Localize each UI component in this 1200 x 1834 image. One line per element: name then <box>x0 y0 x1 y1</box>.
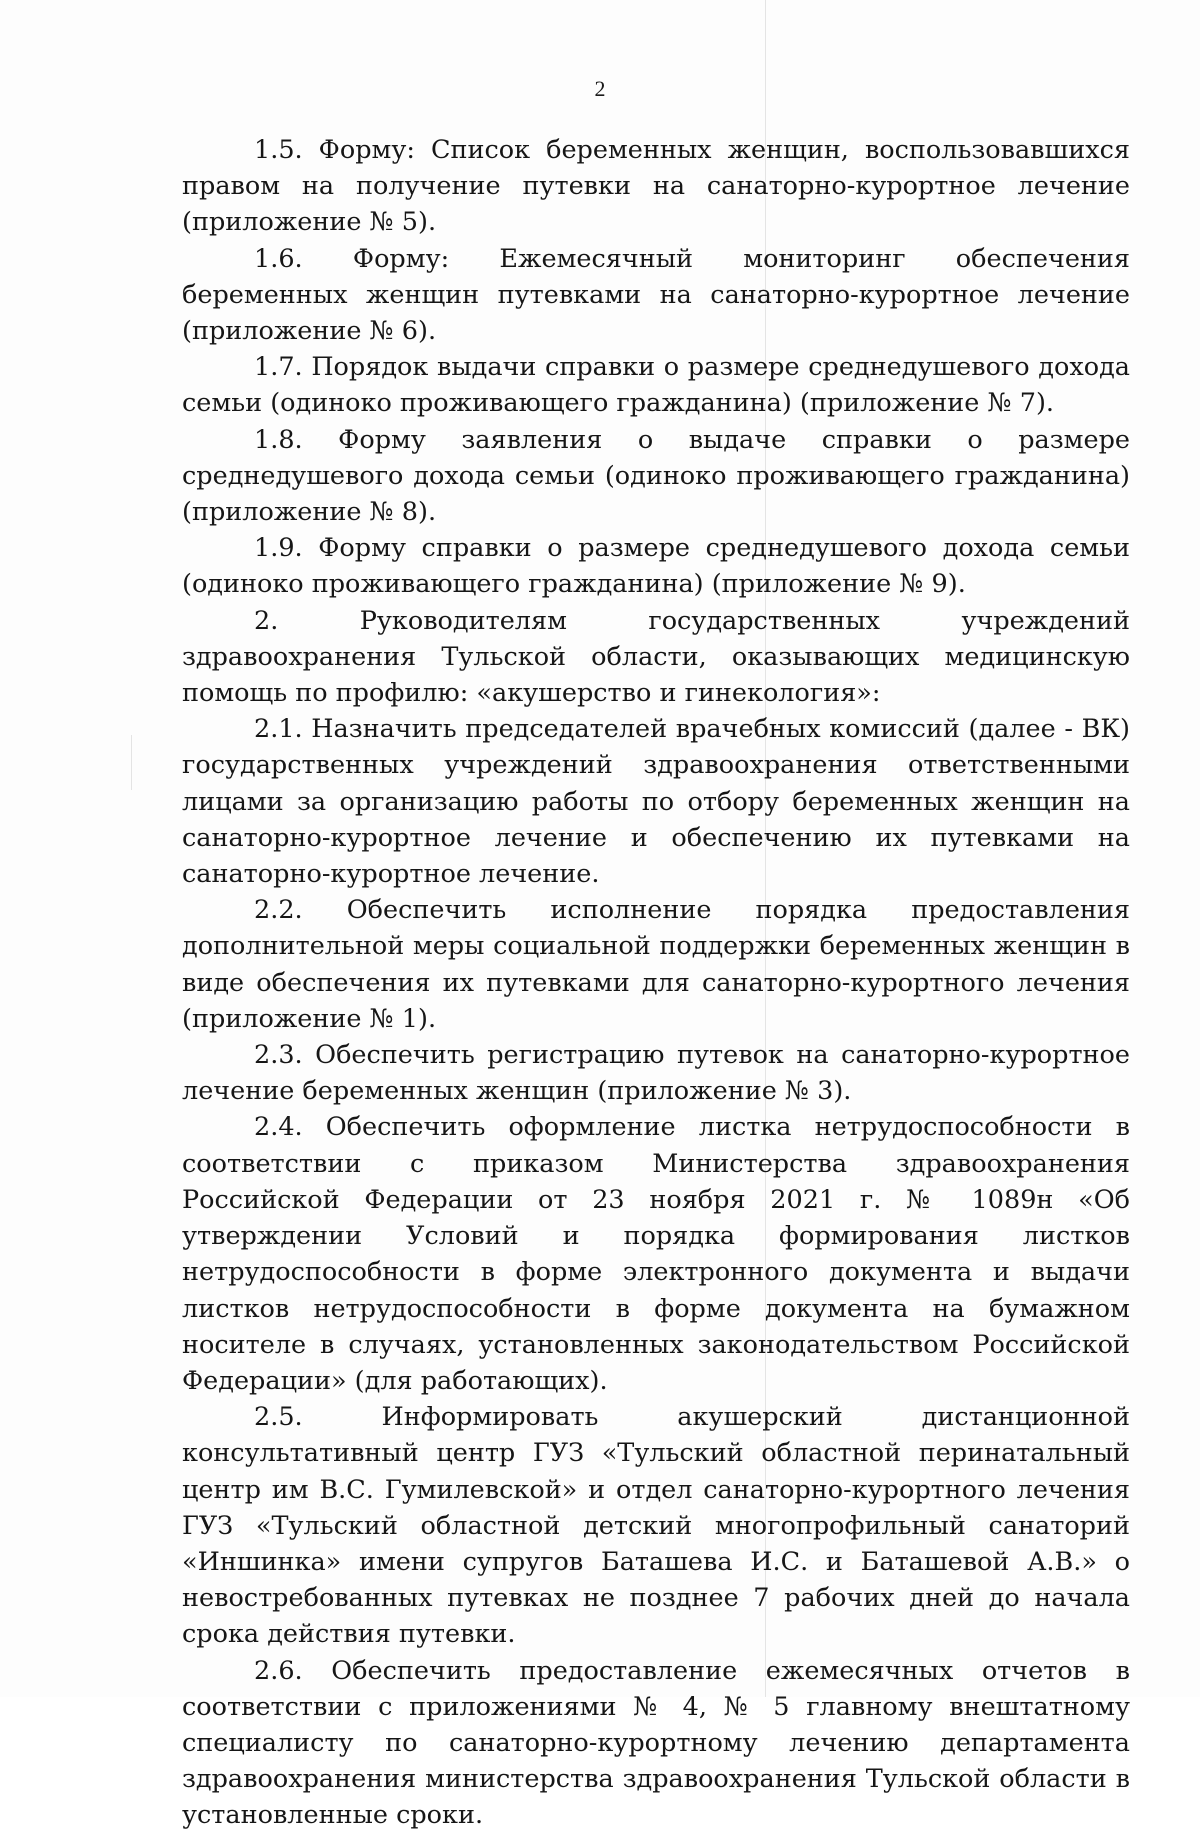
paragraph-2-4: 2.4. Обеспечить оформление листка нетрудоспособности в соответствии с приказом Министерства здравоохранения Российской Федерации от 23 ноября 2021 г. № 1089н «Об утверждении Условий и порядка формирования листков нетрудоспособности в форме электронного документа и выдачи листков нетрудоспособности в форме документа на бумажном носителе в случаях, установленных законодательством Российской Федерации» (для работающих). <box>182 1112 1130 1396</box>
paragraph-2-3: 2.3. Обеспечить регистрацию путевок на санаторно-курортное лечение беременных женщин (приложение № 3). <box>182 1040 1130 1107</box>
scan-edge-mark <box>131 735 132 790</box>
paragraph-2-6: 2.6. Обеспечить предоставление ежемесячных отчетов в соответствии с приложениями № 4, № 5 главному внештатному специалисту по санаторно-курортному лечению департамента здравоохранения министерства здравоохранения Тульской области в установленные сроки. <box>182 1655 1130 1831</box>
paragraph-1-9: 1.9. Форму справки о размере среднедушевого дохода семьи (одиноко проживающего гражданина) (приложение № 9). <box>182 533 1130 600</box>
paragraph-1-8: 1.8. Форму заявления о выдаче справки о размере среднедушевого дохода семьи (одиноко проживающего гражданина) (приложение № 8). <box>182 424 1130 528</box>
paragraph-2: 2. Руководителям государственных учреждений здравоохранения Тульской области, оказывающих медицинскую помощь по профилю: «акушерство и гинекология»: <box>182 605 1130 709</box>
page-number: 2 <box>594 76 606 101</box>
paragraph-2-5: 2.5. Информировать акушерский дистанционной консультативный центр ГУЗ «Тульский областной перинатальный центр им В.С. Гумилевской» и отдел санаторно-курортного лечения ГУЗ «Тульский областной детский многопрофильный санаторий «Иншинка» имени супругов Баташева И.С. и Баташевой А.В.» о невостребованных путевках не позднее 7 рабочих дней до начала срока действия путевки. <box>182 1402 1130 1650</box>
document-body <box>182 132 1130 1834</box>
paragraph-1-5: 1.5. Форму: Список беременных женщин, воспользовавшихся правом на получение путевки на санаторно-курортное лечение (приложение № 5). <box>182 135 1130 238</box>
paragraph-1-6: 1.6. Форму: Ежемесячный мониторинг обеспечения беременных женщин путевками на санаторно-курортное лечение (приложение № 6). <box>182 243 1130 347</box>
paragraph-2-1: 2.1. Назначить председателей врачебных комиссий (далее - ВК) государственных учреждений здравоохранения ответственными лицами за организацию работы по отбору беременных женщин на санаторно-курортное лечение и обеспечению их путевками на санаторно-курортное лечение. <box>182 714 1130 890</box>
paragraph-1-7: 1.7. Порядок выдачи справки о размере среднедушевого дохода семьи (одиноко проживающего гражданина) (приложение № 7). <box>182 352 1130 419</box>
paragraph-2-2: 2.2. Обеспечить исполнение порядка предоставления дополнительной меры социальной поддержки беременных женщин в виде обеспечения их путевками для санаторно-курортного лечения (приложение № 1). <box>182 895 1130 1034</box>
